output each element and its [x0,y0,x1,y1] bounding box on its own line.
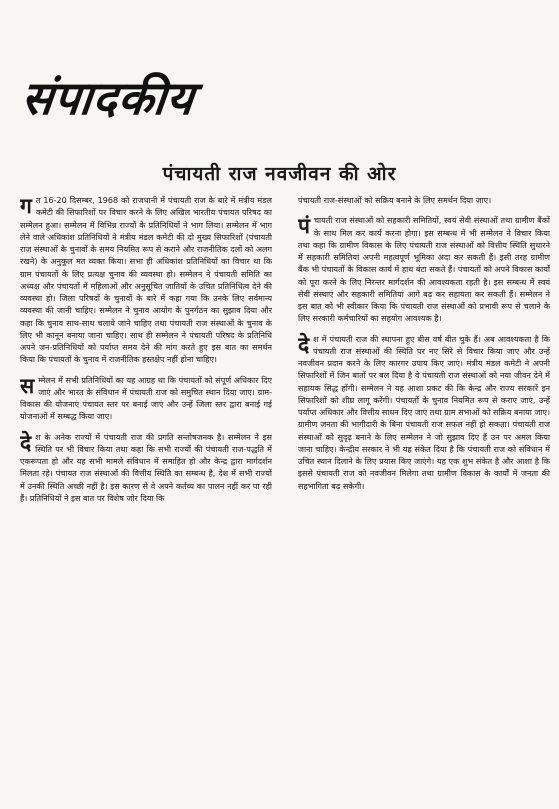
masthead-title: संपादकीय [19,71,198,125]
paragraph [298,195,550,207]
drop-cap: दे [20,430,32,455]
drop-cap: ग [20,195,32,218]
drop-cap: पं [298,214,310,239]
paragraph-text: त 16-20 दिसम्बर, 1968 को राजधानी में पंचायती राज के बारे में मंत्रीय मंडल कमेटी की सिफारिशों पर विचार करने के लिए अखिल भारतीय पंचायत परिषद का सम्मेलन हुआ। सम्मेलन में विभिन्न राज्यों के प्रतिनिधियों ने भाग लिया। सम्मेलन में भाग लेने वाले अधिकांश प्रतिनिधियों ने मंत्रीय मंडल कमेटी की दो मुख्य सिफारिशों (पंचायती राज संस्थाओं के चुनावों के समय नियमित रूप से कराने और राजनीतिक दलों को अलग रखने) के अनुकूल मत व्यक्त किया। सभा ही अधिकांश प्रतिनिधियों का विचार था कि ग्राम पंचायतों के लिए प्रत्यक्ष चुनाव की व्यवस्था हो। सम्मेलन ने पंचायती समिति का अध्यक्ष और पंचायतों में महिलाओं और अनुसूचित जातियों के उचित प्रतिनिधित्व देने की व्यवस्था हो। जिला परिषदों के चुनावों के बारे में कहा गया कि उनके लिए सर्वमान्य व्यवस्था की जानी चाहिए। सम्मेलन ने चुनाव आयोग के पुनर्गठन का सुझाव दिया और कहा कि चुनाव साथ-साथ चलाये जाने चाहिए तथा पंचायती राज संस्थाओं के चुनाव के लिए भी कानून बनाया जाना चाहिए। साथ ही सम्मेलन ने पंचायती परिषद के प्रतिनिधि अपने जन-प्रतिनिधियों को पर्याप्त समय देने की मांग करते हुए इस बात का समर्थन किया कि पंचायतों के चुनाव में राजनीतिक हस्तक्षेप नहीं होना चाहिए। [20,196,272,365]
headline: पंचायती राज नवजीवन की ओर [162,163,397,185]
right-column [298,195,550,795]
paragraph [298,215,550,325]
paragraph-text: म्मेलन में सभी प्रतिनिधियों का यह आग्रह था कि पंचायतों को संपूर्ण अधिकार दिए जाएं और भारत के संविधान में पंचायती राज को समुचित स्थान दिया जाए। ग्राम-विकास की योजनाएं पंचायत स्तर पर बनाई जाएं और उन्हें जिला स्तर द्वारा बनाई गई योजनाओं में सम्बद्ध किया जाए। [20,375,272,422]
paragraph-text: श में पंचायती राज की स्थापना हुए बीस वर्ष बीत चुके हैं। अब आवश्यकता है कि पंचायती राज संस्थाओं की स्थिति पर नए सिरे से विचार किया जाए और उन्हें नवजीवन प्रदान करने के लिए कारगर उपाय किए जाएं। मंत्रीय मंडल कमेटी ने अपनी सिफारिशों में जिन बातों पर बल दिया है वे पंचायती राज संस्थाओं को नया जीवन देने में सहायक सिद्ध होंगी। सम्मेलन ने यह आशा प्रकट की कि केन्द्र और राज्य सरकारें इन सिफारिशों को शीघ्र लागू करेंगी। पंचायतों के चुनाव नियमित रूप से कराए जाएं, उन्हें पर्याप्त अधिकार और वित्तीय साधन दिए जाएं तथा ग्राम सभाओं को सक्रिय बनाया जाए। ग्रामीण जनता की भागीदारी के बिना पंचायती राज सफल नहीं हो सकता। पंचायती राज संस्थाओं को सुदृढ़ बनाने के लिए सम्मेलन ने जो सुझाव दिए हैं उन पर अमल किया जाना चाहिए। केन्द्रीय सरकार ने भी यह संकेत दिया है कि पंचायती राज को संविधान में उचित स्थान दिलाने के लिए प्रयास किए जाएंगे। यह एक शुभ संकेत है और आशा है कि इससे पंचायती राज को नवजीवन मिलेगा तथा ग्रामीण विकास के कार्यों में जनता की सहभागिता बढ़ सकेगी। [298,334,550,491]
drop-cap: स [20,373,35,398]
paragraph-text: चायती राज संस्थाओं को सहकारी समितियों, स्वयं सेवी संस्थाओं तथा ग्रामीण बैंकों के साथ मिल कर कार्य करना होगा। इस सम्बन्ध में भी सम्मेलन ने विचार किया तथा कहा कि ग्रामीण विकास के लिए पंचायती राज संस्थाओं को वित्तीय स्थिति सुधारने में सहकारी समितियां अपनी महत्वपूर्ण भूमिका अदा कर सकती हैं। इसी तरह ग्रामीण बैंक भी पंचायतों के विकास कार्य में हाथ बंटा सकते हैं। पंचायतों को अपने विकास कार्यों को पूरा करने के लिए निरन्तर मार्गदर्शन की आवश्यकता रहती है। इस सम्बन्ध में स्वयं सेवी संस्थाएं और सहकारी समितियां आगे बढ़ कर सहायता कर सकती हैं। सम्मेलन ने इस बात को भी स्वीकार किया कि पंचायती राज संस्थाओं को प्रभावी रूप से चलाने के लिए सरकारी कर्मचारियों का सहयोग आवश्यक है। [298,216,550,324]
left-column [20,195,272,795]
paragraph [20,375,272,424]
paragraph [298,334,550,493]
paragraph [20,195,272,367]
paragraph [20,432,272,506]
paragraph-text: श के अनेक राज्यों में पंचायती राज की प्रगति सन्तोषजनक है। सम्मेलन ने इस स्थिति पर भी विचार किया तथा कहा कि सभी राज्यों की पंचायती राज-पद्धति में एकरूपता हो और यह सभी मामले संविधान में समाहित हो और केन्द्र द्वारा मार्गदर्शन मिलता रहे। पंचायत राज संस्थाओं की वित्तीय स्थिति का सम्बन्ध है, देश में सभी राज्यों में उनकी स्थिति अच्छी नहीं है। इस कारण से वे अपने कर्तव्य का पालन नहीं कर पा रही हैं। प्रतिनिधियों ने इस बात पर विशेष जोर दिया कि [20,432,272,503]
paragraph-text: पंचायती राज-संस्थाओं को सक्रिय बनाने के लिए समर्थन दिया जाए। [298,196,492,205]
drop-cap: दे [298,332,310,357]
